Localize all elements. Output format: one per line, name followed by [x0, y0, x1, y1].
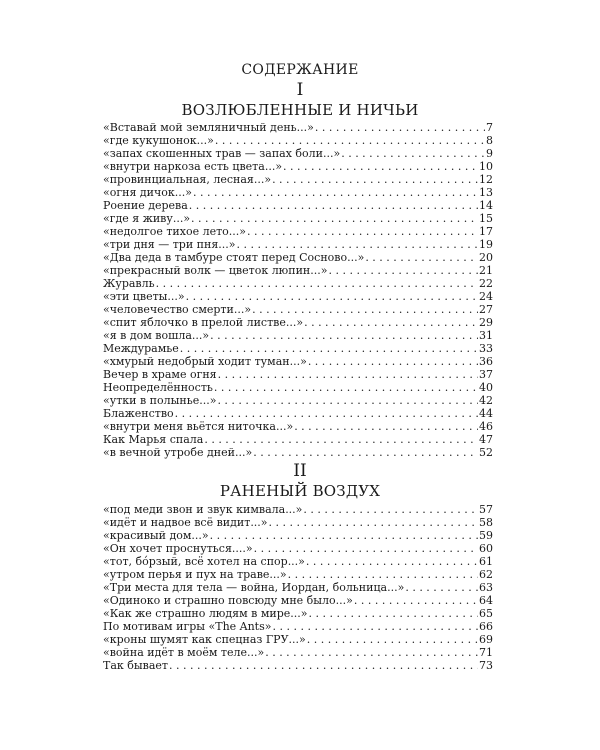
- toc-entry: [103, 134, 493, 147]
- toc-entry: [103, 607, 493, 620]
- toc-entry-page: 13: [479, 186, 493, 199]
- toc-entry-page: 47: [479, 433, 493, 446]
- toc-entry: [103, 503, 493, 516]
- toc-entry-title: «война идёт в моём теле...»: [103, 646, 265, 659]
- toc-entry-page: 14: [479, 199, 493, 212]
- toc-entry-page: 64: [479, 594, 493, 607]
- toc-entry-title: По мотивам игры «The Ants»: [103, 620, 272, 633]
- toc-entry-title: «человечество смерти...»: [103, 303, 252, 316]
- toc-entry-title: «Два деда в тамбуре стоят перед Сосново...»: [103, 251, 365, 264]
- dot-leader: [254, 542, 478, 555]
- toc-entry: [103, 147, 493, 160]
- toc-entry-page: 66: [479, 620, 493, 633]
- toc-entry-title: «недолгое тихое лето...»: [103, 225, 247, 238]
- toc-entry-page: 17: [479, 225, 493, 238]
- dot-leader: [175, 407, 478, 420]
- toc-entry-page: 61: [479, 555, 493, 568]
- toc-entry-page: 60: [479, 542, 493, 555]
- toc-entry: [103, 433, 493, 446]
- toc-entry-page: 24: [479, 290, 493, 303]
- toc-entry: [103, 381, 493, 394]
- dot-leader: [169, 659, 478, 672]
- section-1-number: I: [296, 80, 304, 100]
- toc-entry: [103, 160, 493, 173]
- toc-entry-page: 69: [479, 633, 493, 646]
- dot-leader: [272, 173, 478, 186]
- dot-leader: [253, 446, 478, 459]
- toc-entry: [103, 542, 493, 555]
- toc-entry-title: «я в дом вошла...»: [103, 329, 210, 342]
- toc-entry-page: 42: [479, 394, 493, 407]
- toc-entry-title: «хмурый недобрый ходит туман...»: [103, 355, 307, 368]
- toc-entry-title: Неопределённость: [103, 381, 213, 394]
- dot-leader: [328, 264, 478, 277]
- toc-entry: [103, 581, 493, 594]
- toc-entry-title: «прекрасный волк — цветок люпин...»: [103, 264, 328, 277]
- toc-entry-title: «идёт и надвое всё видит...»: [103, 516, 268, 529]
- dot-leader: [294, 420, 478, 433]
- toc-entry-page: 37: [479, 368, 493, 381]
- toc-entry: [103, 212, 493, 225]
- toc-entry-title: Так бывает: [103, 659, 168, 672]
- toc-entry-page: 9: [486, 147, 493, 160]
- toc-entry: [103, 264, 493, 277]
- toc-entry: [103, 620, 493, 633]
- toc-entry-title: «запах скошенных трав — запах боли...»: [103, 147, 341, 160]
- toc-entry: [103, 529, 493, 542]
- toc-entry: [103, 251, 493, 264]
- dot-leader: [308, 355, 478, 368]
- toc-entry-page: 46: [479, 420, 493, 433]
- dot-leader: [265, 646, 478, 659]
- toc-entry-page: 36: [479, 355, 493, 368]
- toc-entry: [103, 407, 493, 420]
- toc-entry: [103, 446, 493, 459]
- toc-entry: [103, 290, 493, 303]
- toc-entry-page: 33: [479, 342, 493, 355]
- toc-entry: [103, 555, 493, 568]
- toc-entry-title: «внутри меня вьётся ниточка...»: [103, 420, 294, 433]
- dot-leader: [307, 633, 478, 646]
- toc-entry-title: «где кукушонок...»: [103, 134, 214, 147]
- toc-entry-page: 65: [479, 607, 493, 620]
- toc-entry-page: 10: [479, 160, 493, 173]
- toc-entry-title: «утром перья и пух на траве...»: [103, 568, 287, 581]
- toc-entry-title: «провинциальная, лесная...»: [103, 173, 272, 186]
- toc-entry-title: «огня дичок...»: [103, 186, 192, 199]
- dot-leader: [252, 303, 478, 316]
- toc-entry-page: 59: [479, 529, 493, 542]
- toc-entry: [103, 368, 493, 381]
- dot-leader: [354, 594, 478, 607]
- toc-entry-title: «внутри наркоза есть цвета...»: [103, 160, 283, 173]
- dot-leader: [237, 238, 479, 251]
- dot-leader: [214, 381, 478, 394]
- dot-leader: [217, 394, 478, 407]
- dot-leader: [269, 516, 478, 529]
- toc-entry-page: 12: [479, 173, 493, 186]
- toc-entry: [103, 633, 493, 646]
- toc-entry: [103, 199, 493, 212]
- toc-entry: [103, 342, 493, 355]
- toc-entry-page: 20: [479, 251, 493, 264]
- section-1-title: ВОЗЛЮБЛЕННЫЕ И НИЧЬИ: [181, 101, 419, 119]
- dot-leader: [180, 342, 478, 355]
- toc-entry: [103, 594, 493, 607]
- toc-entry-title: «Вставай мой земляничный день...»: [103, 121, 314, 134]
- toc-entry-page: 8: [486, 134, 493, 147]
- toc-entry-title: «кроны шумят как спецназ ГРУ...»: [103, 633, 306, 646]
- toc-entry-page: 73: [479, 659, 493, 672]
- dot-leader: [306, 555, 478, 568]
- dot-leader: [204, 433, 478, 446]
- toc-entry-title: «Как же страшно людям в мире...»: [103, 607, 308, 620]
- dot-leader: [283, 160, 478, 173]
- toc-entry-title: «три дня — три пня...»: [103, 238, 236, 251]
- toc-entry-page: 7: [486, 121, 493, 134]
- section-2-title: РАНЕНЫЙ ВОЗДУХ: [219, 482, 381, 500]
- dot-leader: [405, 581, 478, 594]
- toc-entry-page: 63: [479, 581, 493, 594]
- toc-entry: [103, 355, 493, 368]
- toc-entry: [103, 646, 493, 659]
- toc-entry-title: «утки в полынье...»: [103, 394, 217, 407]
- page-title: СОДЕРЖАНИЕ: [241, 62, 359, 78]
- toc-entry-title: Роение дерева: [103, 199, 188, 212]
- toc-entry: [103, 329, 493, 342]
- dot-leader: [186, 290, 478, 303]
- dot-leader: [341, 147, 485, 160]
- toc-entry-page: 29: [479, 316, 493, 329]
- toc-entry-page: 58: [479, 516, 493, 529]
- toc-entry: [103, 316, 493, 329]
- dot-leader: [191, 212, 478, 225]
- toc-entry-title: Блаженство: [103, 407, 174, 420]
- toc-entry: [103, 420, 493, 433]
- toc-entry: [103, 186, 493, 199]
- toc-entry: [103, 394, 493, 407]
- toc-entry: [103, 303, 493, 316]
- toc-entry-page: 31: [479, 329, 493, 342]
- toc-entry-title: «Он хочет проснуться....»: [103, 542, 253, 555]
- dot-leader: [247, 225, 478, 238]
- toc-entry-title: Журавль: [103, 277, 155, 290]
- toc-entry-title: «эти цветы...»: [103, 290, 185, 303]
- dot-leader: [210, 529, 478, 542]
- toc-entry-title: «Одиноко и страшно повсюду мне было...»: [103, 594, 353, 607]
- dot-leader: [288, 568, 478, 581]
- dot-leader: [304, 316, 478, 329]
- dot-leader: [315, 121, 485, 134]
- toc-entry-title: «спит яблочко в прелой листве...»: [103, 316, 304, 329]
- section-2-number: II: [293, 461, 307, 481]
- dot-leader: [189, 199, 478, 212]
- toc-entry-title: Междурамье: [103, 342, 179, 355]
- toc-entry-title: «тот, бóрзый, всё хотел на спор...»: [103, 555, 305, 568]
- toc-entry-title: «Три места для тела — война, Иордан, больница...»: [103, 581, 405, 594]
- toc-entry-title: «под меди звон и звук кимвала...»: [103, 503, 303, 516]
- toc-entry: [103, 568, 493, 581]
- toc-entry-page: 71: [479, 646, 493, 659]
- dot-leader: [365, 251, 478, 264]
- section-1-entries: [103, 121, 493, 459]
- dot-leader: [218, 368, 478, 381]
- toc-entry: [103, 516, 493, 529]
- toc-entry-page: 57: [479, 503, 493, 516]
- toc-entry: [103, 121, 493, 134]
- toc-entry-page: 62: [479, 568, 493, 581]
- dot-leader: [215, 134, 485, 147]
- dot-leader: [272, 620, 478, 633]
- toc-entry-title: Вечер в храме огня: [103, 368, 217, 381]
- toc-entry-page: 40: [479, 381, 493, 394]
- toc-entry-page: 21: [479, 264, 493, 277]
- toc-entry-title: «красивый дом...»: [103, 529, 209, 542]
- toc-entry-title: «в вечной утробе дней...»: [103, 446, 253, 459]
- toc-entry-title: Как Марья спала: [103, 433, 204, 446]
- dot-leader: [193, 186, 478, 199]
- section-2-entries: [103, 503, 493, 672]
- dot-leader: [210, 329, 478, 342]
- toc-entry-page: 19: [479, 238, 493, 251]
- toc-entry-page: 27: [479, 303, 493, 316]
- toc-entry: [103, 173, 493, 186]
- toc-entry-page: 22: [479, 277, 493, 290]
- dot-leader: [309, 607, 479, 620]
- toc-entry-page: 15: [479, 212, 493, 225]
- toc-entry: [103, 225, 493, 238]
- toc-entry-page: 52: [479, 446, 493, 459]
- toc-entry: [103, 238, 493, 251]
- toc-entry-title: «где я живу...»: [103, 212, 191, 225]
- toc-entry-page: 44: [479, 407, 493, 420]
- toc-entry: [103, 659, 493, 672]
- toc-entry: [103, 277, 493, 290]
- dot-leader: [303, 503, 478, 516]
- dot-leader: [156, 277, 478, 290]
